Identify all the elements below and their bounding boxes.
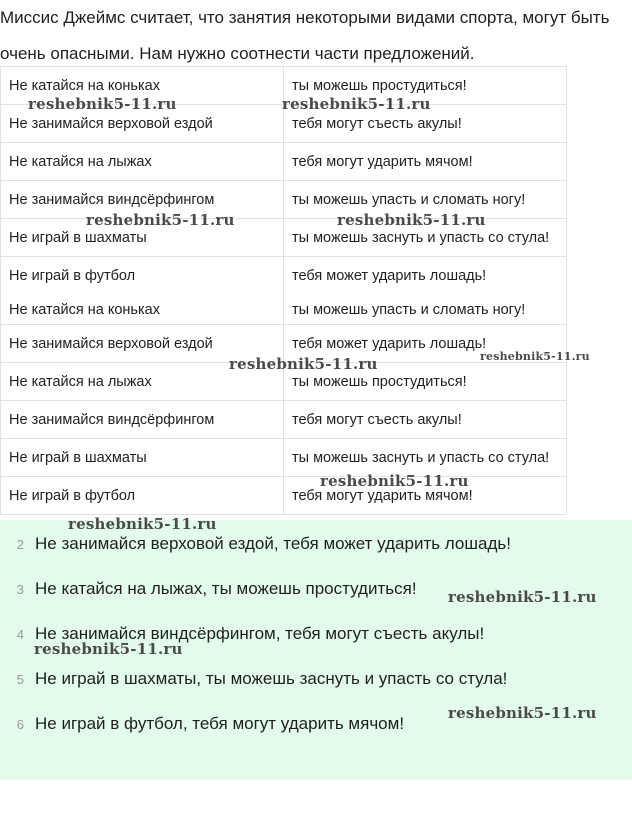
table-cell-left: Не играй в футбол <box>1 477 284 514</box>
table-row <box>1 401 566 439</box>
table-row <box>1 295 566 325</box>
table-cell-left: Не играй в футбол <box>1 257 284 295</box>
answer-number: 6 <box>16 717 24 732</box>
answer-number: 5 <box>16 672 24 687</box>
answer-item <box>0 714 404 734</box>
table-row <box>1 477 566 515</box>
table-cell-left: Не играй в шахматы <box>1 439 284 476</box>
table-cell-right: тебя может ударить лошадь! <box>292 268 487 284</box>
answer-text: Не занимайся виндсёрфингом, тебя могут съесть акулы! <box>35 624 485 643</box>
table-cell-left: Не занимайся виндсёрфингом <box>1 181 284 218</box>
table-cell-right: тебя могут съесть акулы! <box>292 115 462 132</box>
answer-text: Не катайся на лыжах, ты можешь простудиться! <box>35 579 417 598</box>
table-cell-left: Не занимайся верховой ездой <box>1 325 284 362</box>
table-cell-left: Не катайся на лыжах <box>1 363 284 400</box>
answer-number: 2 <box>16 537 24 552</box>
table-row <box>1 105 566 143</box>
watermark: reshebnik5-11.ru <box>282 95 431 113</box>
watermark: reshebnik5-11.ru <box>448 588 597 606</box>
table-row <box>1 67 566 105</box>
table-row <box>1 325 566 363</box>
answer-text: Не играй в футбол, тебя могут ударить мячом! <box>35 714 405 733</box>
watermark: reshebnik5-11.ru <box>448 704 597 722</box>
table-row <box>1 439 566 477</box>
answer-item <box>0 624 484 644</box>
answer-item <box>0 579 417 599</box>
table-cell-left: Не катайся на коньках <box>1 67 284 104</box>
table-row <box>1 181 566 219</box>
answer-item <box>0 669 507 689</box>
table-cell-right: ты можешь упасть и сломать ногу! <box>292 301 526 318</box>
intro-line-2: очень опасными. Нам нужно соотнести части предложений. <box>0 44 475 63</box>
intro-text <box>0 0 628 72</box>
table-cell-right: ты можешь заснуть и упасть со стула! <box>292 449 550 466</box>
watermark: reshebnik5-11.ru <box>68 515 217 533</box>
table-cell-left: Не катайся на коньках <box>1 295 284 324</box>
table-cell-right: тебя могут ударить мячом! <box>292 153 473 170</box>
matching-table <box>0 66 567 515</box>
table-cell-left: Не катайся на лыжах <box>1 143 284 180</box>
answer-number: 4 <box>16 627 24 642</box>
table-row <box>1 363 566 401</box>
table-cell-right: тебя могут съесть акулы! <box>292 411 462 428</box>
table-row <box>1 219 566 257</box>
table-cell-left: Не занимайся верховой ездой <box>1 105 284 142</box>
table-cell-right: ты можешь заснуть и упасть со стула! <box>292 229 550 246</box>
table-cell-right: ты можешь упасть и сломать ногу! <box>292 191 526 208</box>
watermark: reshebnik5-11.ru <box>320 472 469 490</box>
table-row <box>1 143 566 181</box>
answer-item <box>0 534 511 554</box>
table-cell-right: ты можешь простудиться! <box>292 373 467 390</box>
answers-panel <box>0 520 632 780</box>
answer-text: Не занимайся верховой ездой, тебя может ударить лошадь! <box>35 534 511 553</box>
watermark: reshebnik5-11.ru <box>337 211 486 229</box>
watermark: reshebnik5-11.ru <box>28 95 177 113</box>
intro-line-1: Миссис Джеймс считает, что занятия некоторыми видами спорта, могут быть <box>0 8 610 27</box>
table-cell-left: Не занимайся виндсёрфингом <box>1 401 284 438</box>
table-cell-right: тебя может ударить лошадь! <box>292 335 487 352</box>
watermark: reshebnik5-11.ru <box>480 350 590 363</box>
answer-number: 3 <box>16 582 24 597</box>
watermark: reshebnik5-11.ru <box>34 640 183 658</box>
table-cell-left: Не играй в шахматы <box>1 219 284 256</box>
answer-text: Не играй в шахматы, ты можешь заснуть и упасть со стула! <box>35 669 508 688</box>
watermark: reshebnik5-11.ru <box>86 211 235 229</box>
table-row <box>1 257 566 295</box>
table-cell-right: ты можешь простудиться! <box>292 77 467 94</box>
table-cell-right: тебя могут ударить мячом! <box>292 487 473 504</box>
watermark: reshebnik5-11.ru <box>229 355 378 373</box>
